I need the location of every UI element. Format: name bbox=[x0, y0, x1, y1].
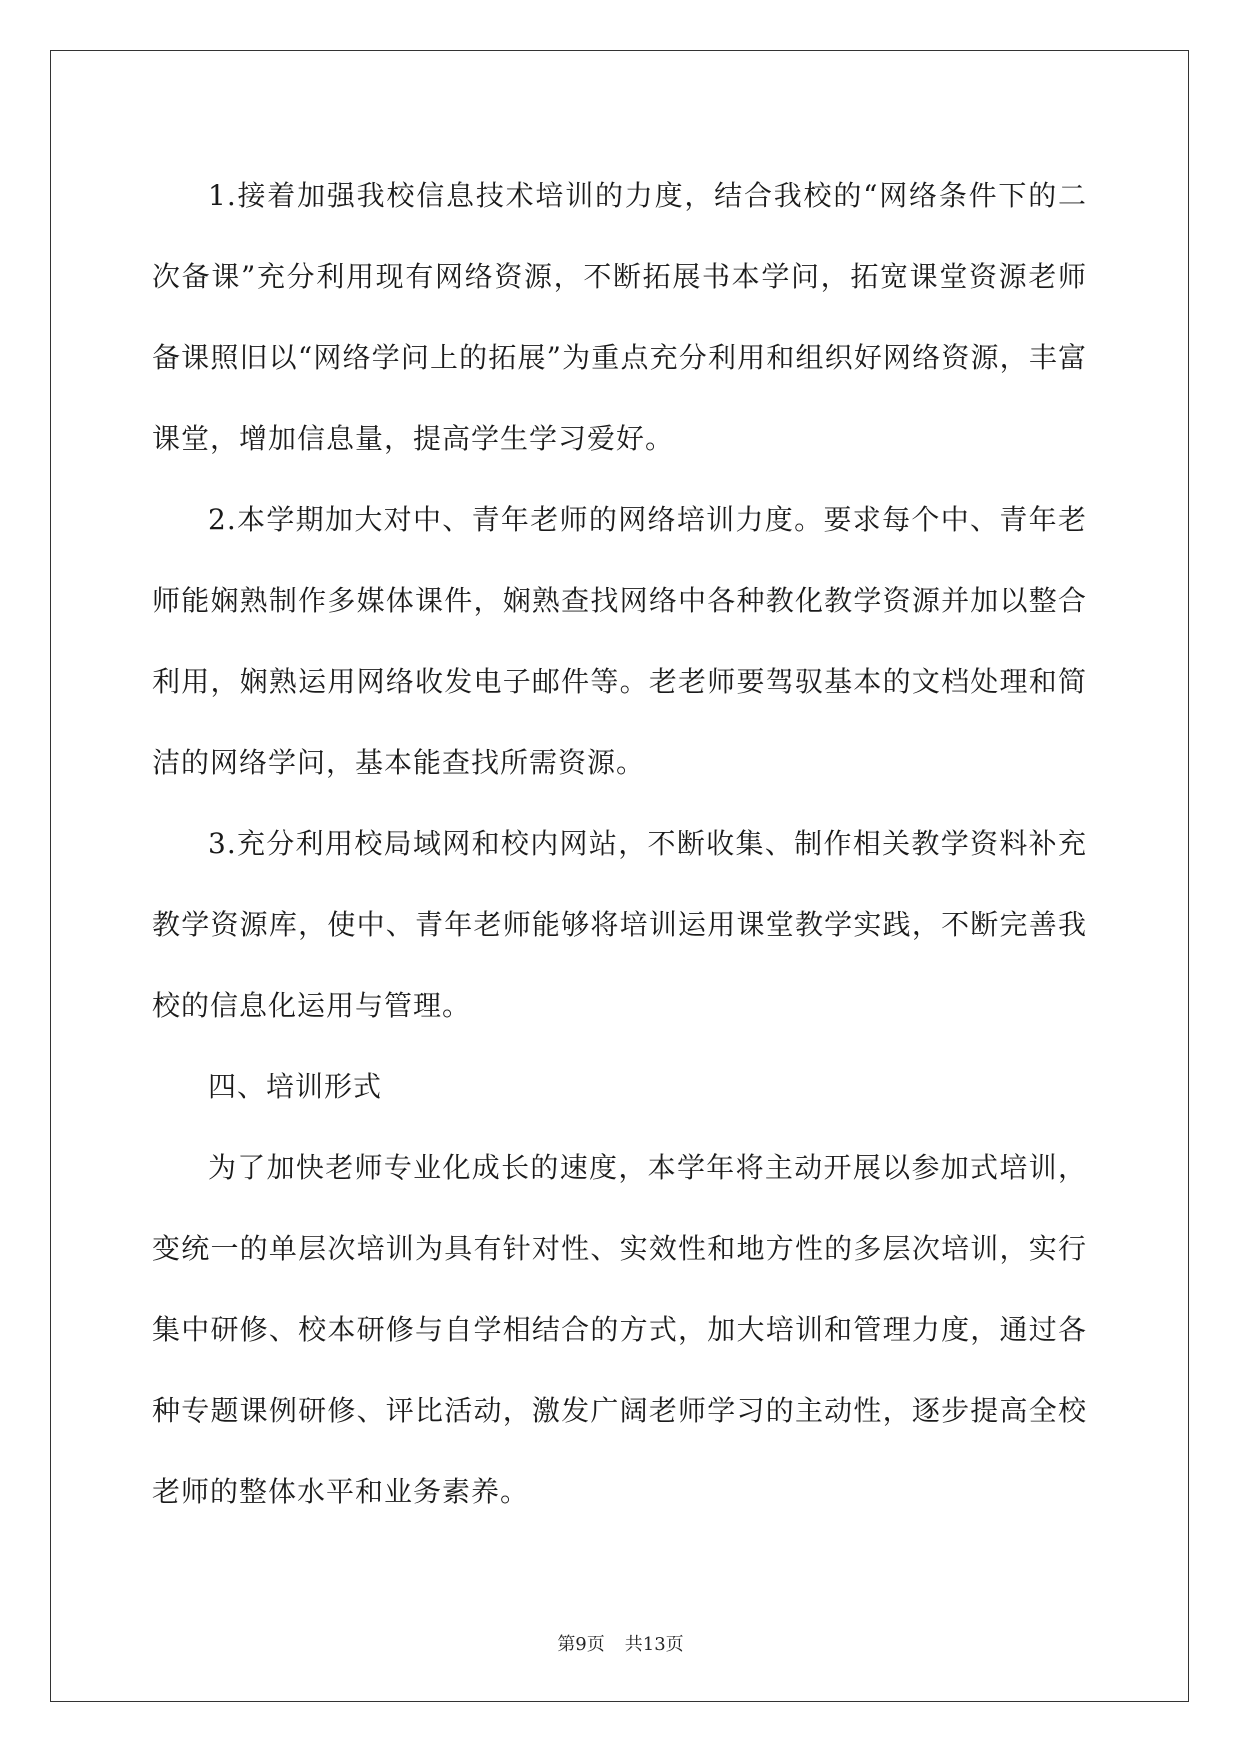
paragraph-4: 为了加快老师专业化成长的速度，本学年将主动开展以参加式培训，变统一的单层次培训为具有针对性、实效性和地方性的多层次培训，实行集中研修、校本研修与自学相结合的方式，加大培训和管理力度，通过各种专题课例研修、评比活动，激发广阔老师学习的主动性，逐步提高全校老师的整体水平和业务素养。 bbox=[152, 1151, 1087, 1508]
page-number: 第9页 bbox=[557, 1634, 605, 1655]
section-heading: 四、培训形式 bbox=[208, 1070, 383, 1103]
paragraph-1: 1.接着加强我校信息技术培训的力度，结合我校的“网络条件下的二次备课”充分利用现有网络资源，不断拓展书本学问，拓宽课堂资源老师备课照旧以“网络学问上的拓展”为重点充分利用和组织好网络资源，丰富课堂，增加信息量，提高学生学习爱好。 bbox=[152, 179, 1087, 455]
page-total: 共13页 bbox=[624, 1634, 684, 1655]
page-footer bbox=[0, 1630, 1241, 1656]
paragraph-2: 2.本学期加大对中、青年老师的网络培训力度。要求每个中、青年老师能娴熟制作多媒体课件，娴熟查找网络中各种教化教学资源并加以整合利用，娴熟运用网络收发电子邮件等。老老师要驾驭基本的文档处理和简洁的网络学问，基本能查找所需资源。 bbox=[152, 503, 1087, 779]
document-body bbox=[152, 155, 1087, 1532]
paragraph-3: 3.充分利用校局域网和校内网站，不断收集、制作相关教学资料补充教学资源库，使中、青年老师能够将培训运用课堂教学实践，不断完善我校的信息化运用与管理。 bbox=[152, 827, 1087, 1022]
